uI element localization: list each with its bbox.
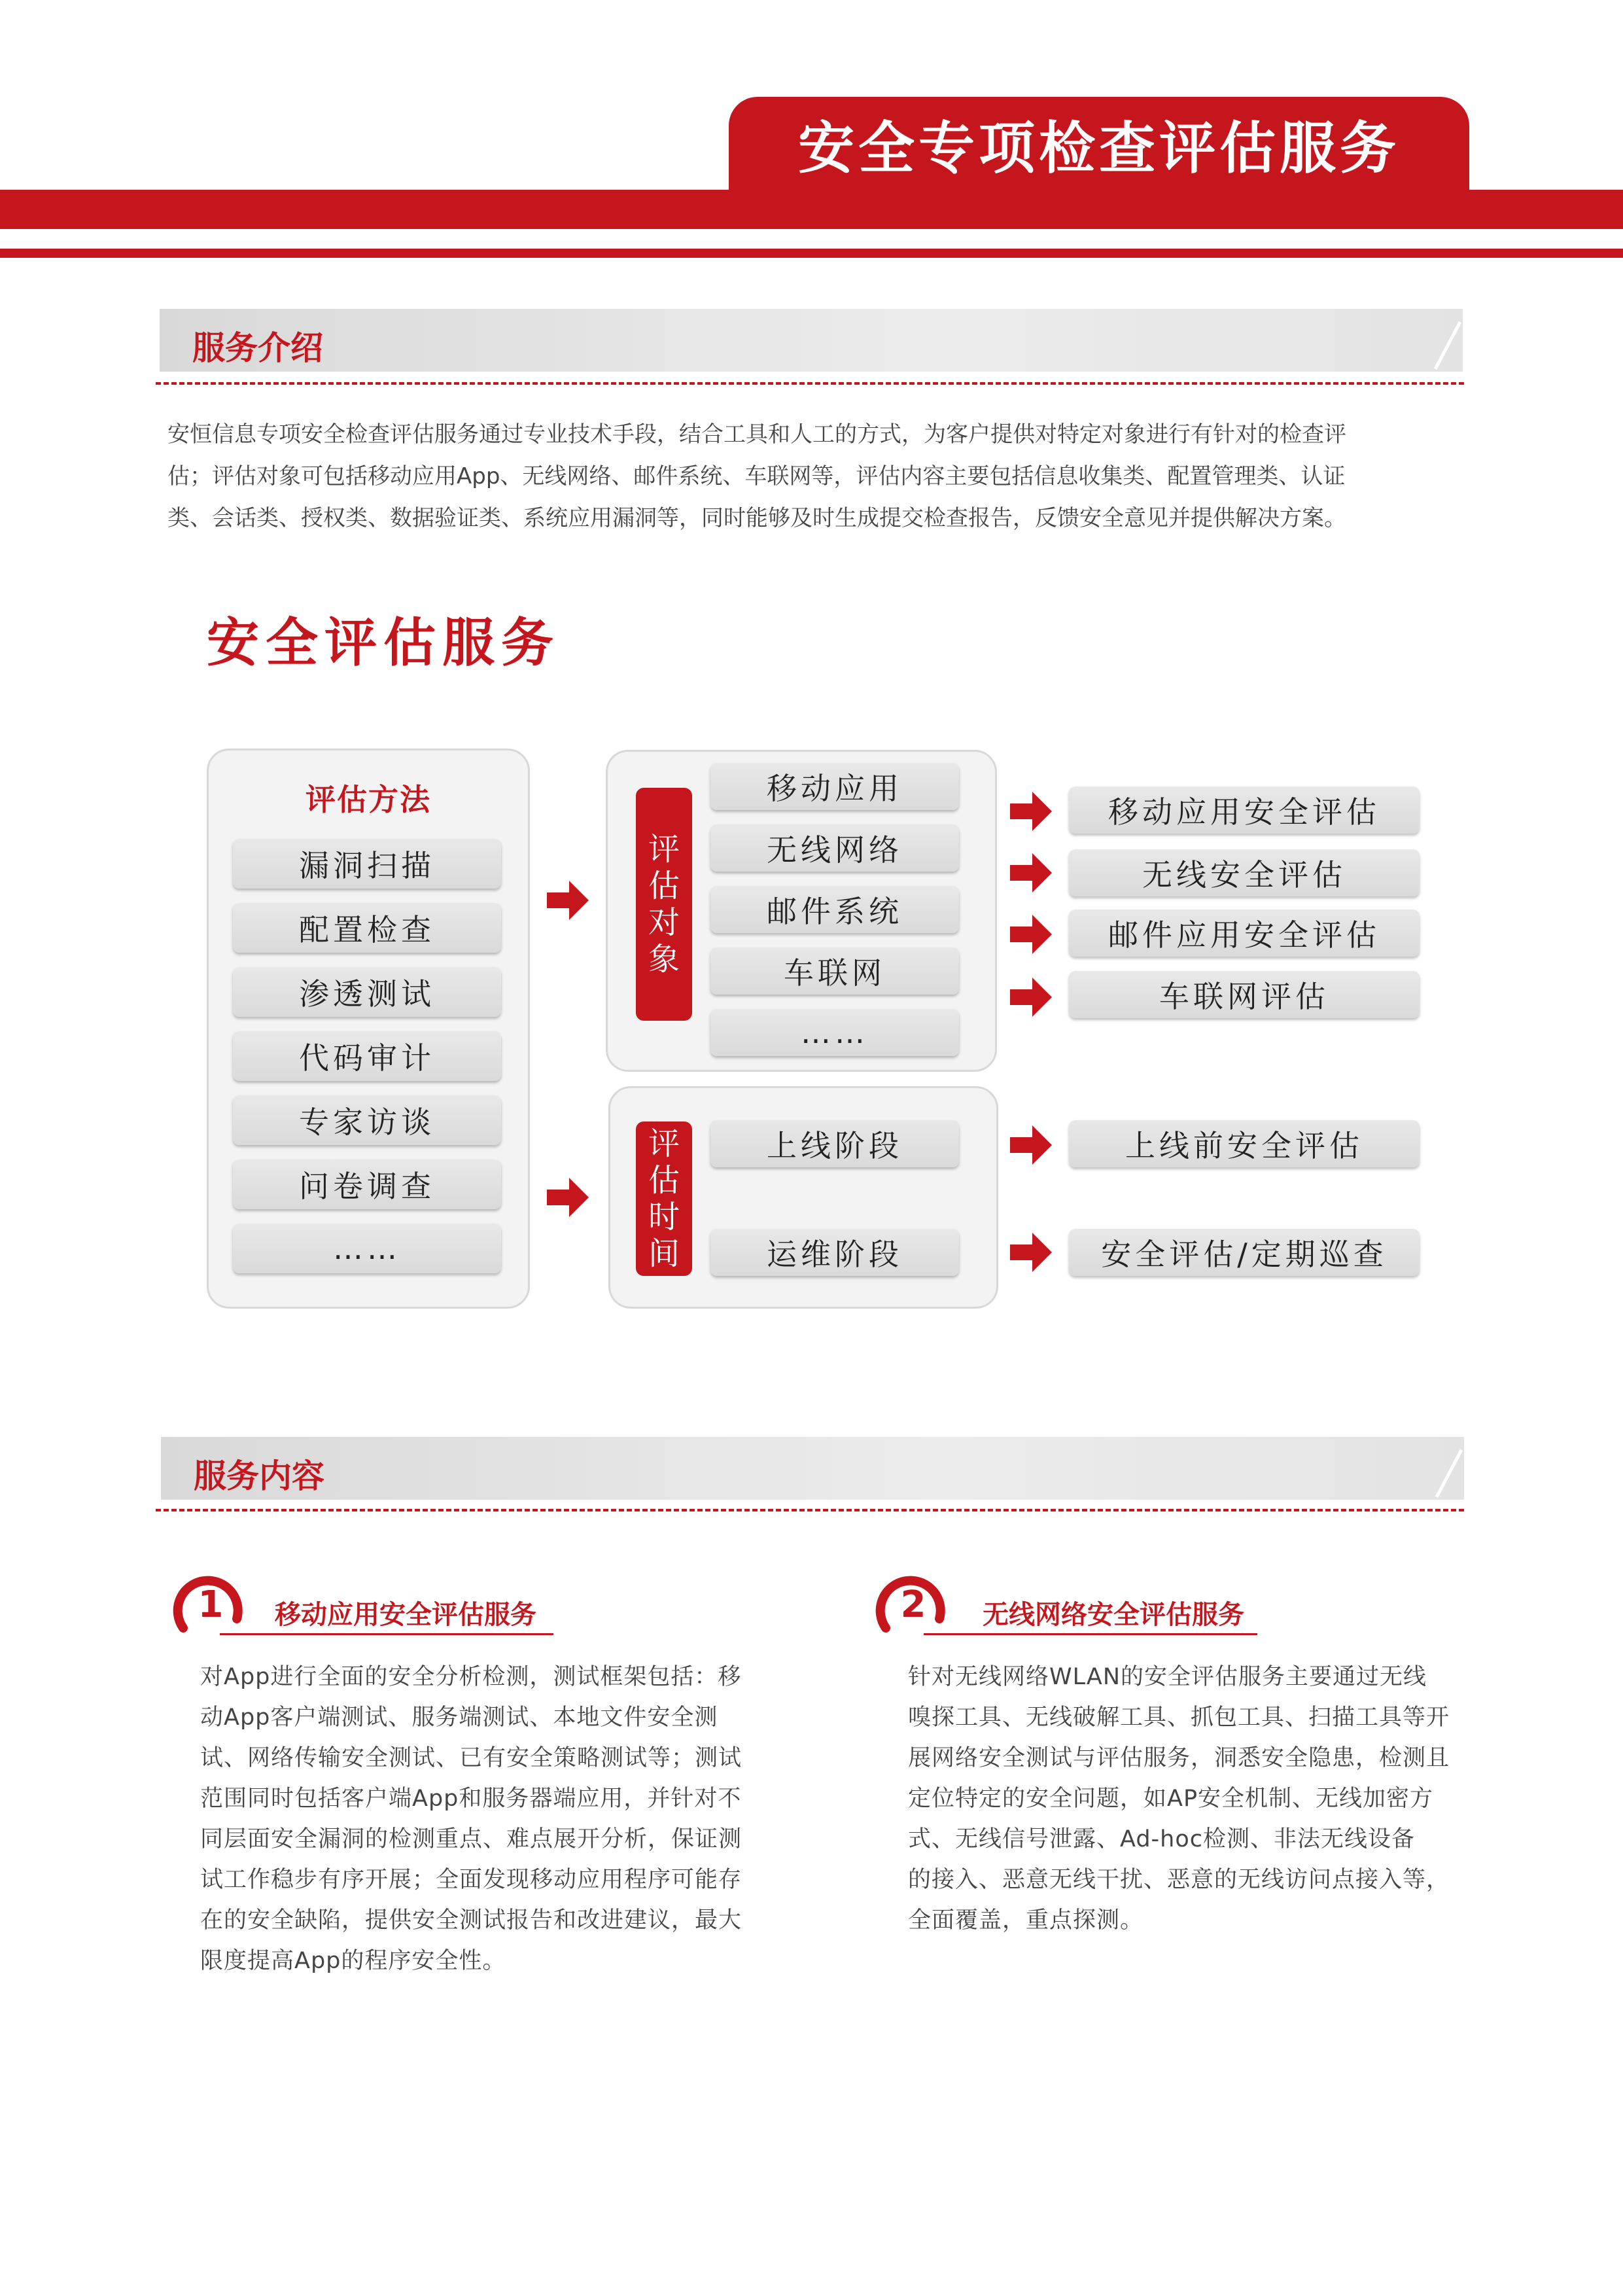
service-paragraph (200, 1657, 776, 1981)
targets-tag (636, 788, 692, 1021)
arrow-right-icon (547, 1178, 589, 1217)
title-underline (220, 1633, 553, 1635)
result-item: 上线前安全评估 (1069, 1120, 1420, 1167)
tag-char: 评 (648, 1125, 680, 1162)
diagram-title: 安全评估服务 (207, 612, 560, 673)
tag-char: 估 (648, 868, 680, 904)
intro-heading: 服务介绍 (192, 329, 323, 367)
intro-divider (156, 382, 1464, 385)
methods-title: 评估方法 (305, 782, 431, 817)
content-heading: 服务内容 (194, 1457, 324, 1495)
para-line: 在的安全缺陷，提供安全测试报告和改进建议，最大 (200, 1907, 742, 1934)
item-number: 2 (900, 1583, 926, 1626)
timing-item: 上线阶段 (710, 1120, 959, 1167)
arrow-right-icon (1010, 915, 1052, 954)
timing-tag (636, 1122, 692, 1276)
tag-char: 对 (648, 904, 680, 941)
item-number: 1 (198, 1583, 224, 1626)
para-line: 试工作稳步有序开展；全面发现移动应用程序可能存 (200, 1867, 742, 1893)
para-line: 对App进行全面的安全分析检测，测试框架包括：移 (200, 1664, 742, 1690)
page-title-tab (729, 97, 1469, 190)
arrow-right-icon (1010, 978, 1052, 1017)
result-item: 车联网评估 (1069, 971, 1420, 1018)
target-item: 移动应用 (710, 763, 959, 810)
para-line: 试、网络传输安全测试、已有安全策略测试等；测试 (200, 1745, 742, 1771)
service-title: 无线网络安全评估服务 (983, 1600, 1244, 1630)
intro-line: 估；评估对象可包括移动应用App、无线网络、邮件系统、车联网等，评估内容主要包括信息收集类、配置管理类、认证 (167, 463, 1346, 489)
target-item: 邮件系统 (710, 886, 959, 933)
tag-char: 估 (648, 1162, 680, 1199)
intro-section-bar (160, 309, 1463, 372)
target-item: 车联网 (710, 947, 959, 995)
method-item: 配置检查 (233, 903, 501, 953)
arrow-right-icon (1010, 853, 1052, 892)
result-item: 邮件应用安全评估 (1069, 910, 1420, 957)
intro-line: 安恒信息专项安全检查评估服务通过专业技术手段，结合工具和人工的方式，为客户提供对特定对象进行有针对的检查评 (167, 421, 1346, 448)
service-paragraph (908, 1657, 1484, 1941)
content-section-bar (161, 1437, 1464, 1500)
para-line: 展网络安全测试与评估服务，洞悉安全隐患，检测且 (908, 1745, 1450, 1771)
result-item: 安全评估/定期巡查 (1069, 1229, 1420, 1276)
corner-slash-icon (1425, 1437, 1464, 1500)
target-item: …… (710, 1009, 959, 1056)
result-item: 移动应用安全评估 (1069, 786, 1420, 834)
result-item: 无线安全评估 (1069, 849, 1420, 896)
content-divider (156, 1509, 1464, 1511)
header-stripe (0, 249, 1623, 258)
para-line: 式、无线信号泄露、Ad-hoc检测、非法无线设备 (908, 1826, 1416, 1852)
timing-item: 运维阶段 (710, 1229, 959, 1276)
para-line: 动App客户端测试、服务端测试、本地文件安全测 (200, 1704, 718, 1731)
header-band (0, 190, 1623, 229)
intro-paragraph (167, 414, 1476, 539)
target-item: 无线网络 (710, 824, 959, 872)
para-line: 范围同时包括客户端App和服务器端应用，并针对不 (200, 1786, 742, 1812)
para-line: 限度提高App的程序安全性。 (200, 1948, 506, 1974)
corner-slash-icon (1423, 309, 1463, 372)
service-title: 移动应用安全评估服务 (275, 1600, 536, 1630)
para-line: 全面覆盖，重点探测。 (908, 1907, 1144, 1934)
para-line: 定位特定的安全问题，如AP安全机制、无线加密方 (908, 1786, 1434, 1812)
page-title: 安全专项检查评估服务 (798, 116, 1400, 181)
title-underline (924, 1633, 1257, 1635)
tag-char: 象 (648, 941, 680, 978)
arrow-right-icon (1010, 792, 1052, 831)
tag-char: 评 (648, 831, 680, 868)
method-item: …… (233, 1224, 501, 1273)
tag-char: 时 (648, 1199, 680, 1235)
method-item: 渗透测试 (233, 967, 501, 1017)
intro-line: 类、会话类、授权类、数据验证类、系统应用漏洞等，同时能够及时生成提交检查报告，反馈安全意见并提供解决方案。 (167, 505, 1346, 531)
method-item: 问卷调查 (233, 1159, 501, 1209)
method-item: 专家访谈 (233, 1095, 501, 1145)
method-item: 代码审计 (233, 1031, 501, 1081)
arrow-right-icon (547, 881, 589, 920)
method-item: 漏洞扫描 (233, 839, 501, 889)
para-line: 针对无线网络WLAN的安全评估服务主要通过无线 (908, 1664, 1427, 1690)
para-line: 的接入、恶意无线干扰、恶意的无线访问点接入等， (908, 1867, 1450, 1893)
para-line: 同层面安全漏洞的检测重点、难点展开分析，保证测 (200, 1826, 742, 1852)
tag-char: 间 (648, 1235, 680, 1272)
para-line: 嗅探工具、无线破解工具、抓包工具、扫描工具等开 (908, 1704, 1450, 1731)
arrow-right-icon (1010, 1125, 1052, 1165)
arrow-right-icon (1010, 1233, 1052, 1272)
